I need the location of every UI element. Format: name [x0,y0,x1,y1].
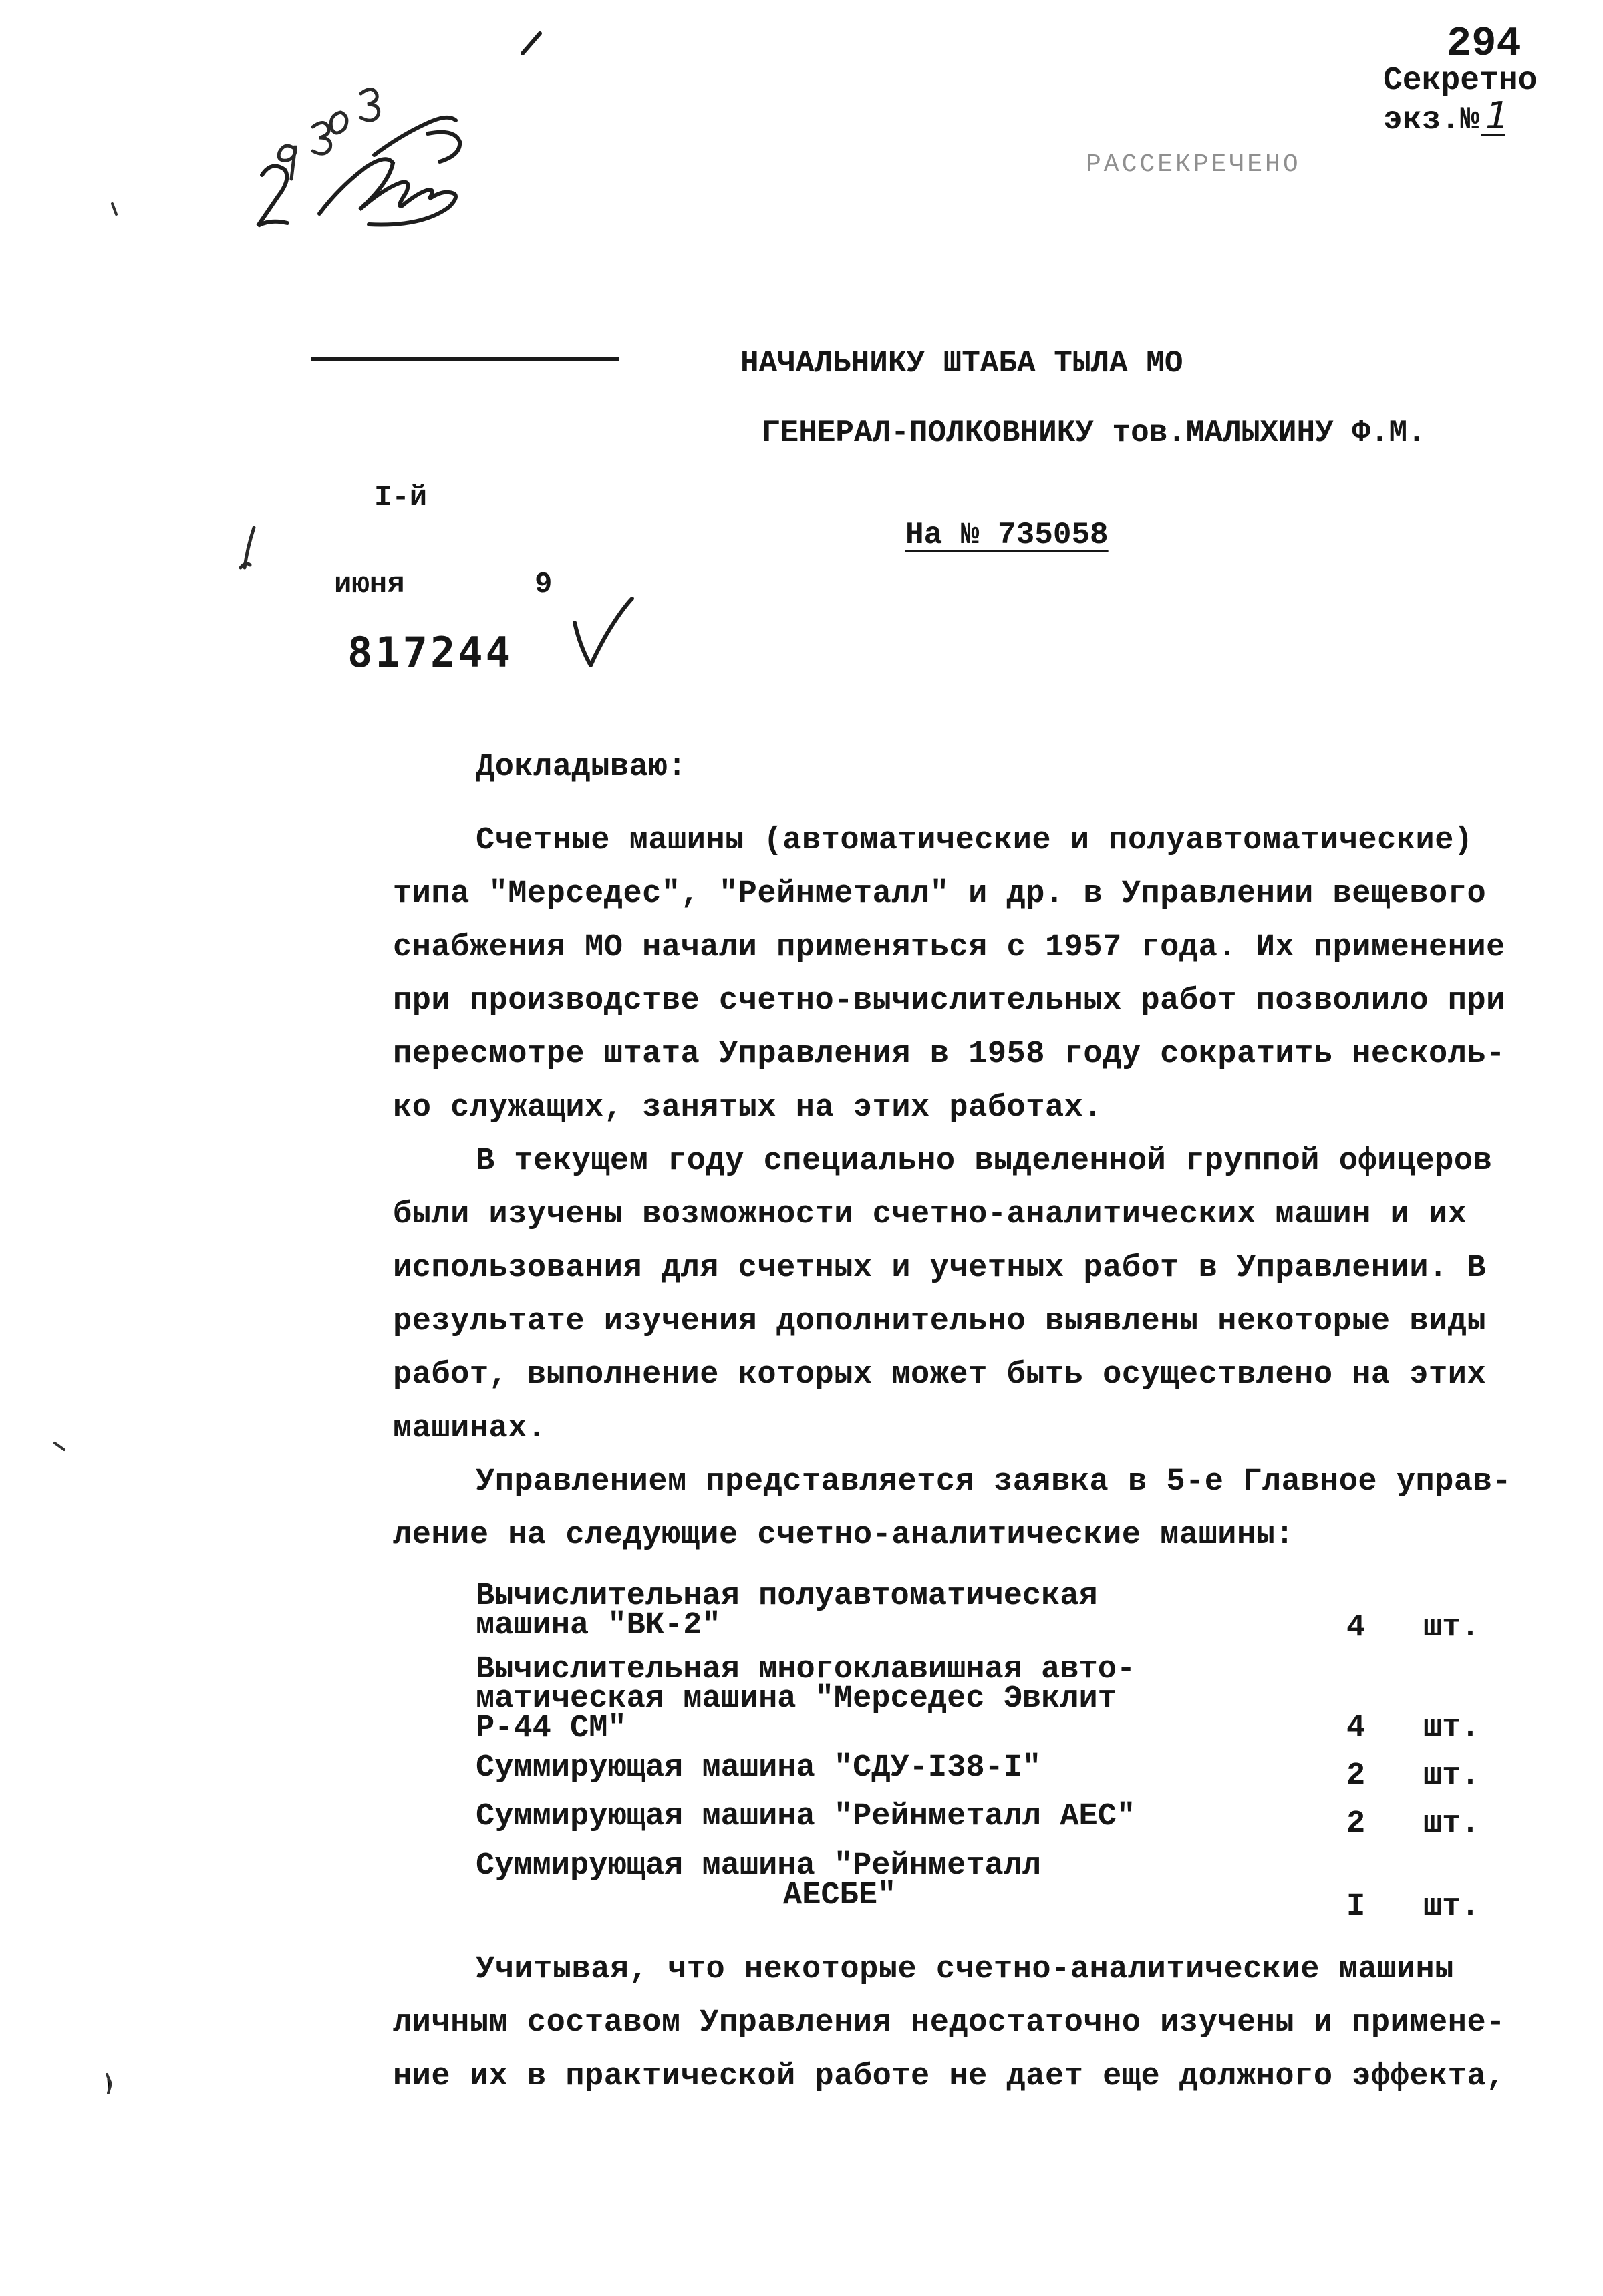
machine-unit: шт. [1423,1610,1480,1645]
machine-item-line: Вычислительная полуавтоматическая [476,1579,1098,1614]
machine-item-1 [476,1579,1098,1643]
handwritten-reg-number [279,89,378,179]
machine-item-line: Суммирующая машина "СДУ-I38-I" [476,1750,1042,1786]
copy-label: экз.№ [1383,102,1480,138]
copy-row [1383,94,1514,138]
machine-item-3 [476,1750,1042,1786]
machine-unit: шт. [1423,1889,1480,1925]
machine-item-line: Вычислительная многоклавишная авто- [476,1652,1136,1687]
paragraph1-line: снабжения МО начали применяться с 1957 года. Их применение [393,930,1505,965]
date-day: I-й [374,481,428,514]
copy-number: 1 [1480,94,1514,138]
reference-number: На № 735058 [905,518,1109,552]
paragraph1-line: при производстве счетно-вычислительных работ позволило при [393,983,1505,1019]
machine-item-line: АЕСБЕ" [783,1878,897,1913]
paragraph2-line: В текущем году специально выделенной группой офицеров [476,1144,1493,1179]
machine-item-line: Суммирующая машина "Рейнметалл АЕС" [476,1799,1136,1834]
machine-qty: 2 [1346,1806,1366,1842]
machine-item-4 [476,1799,1136,1834]
paragraph1-line: Счетные машины (автоматические и полуавтоматические) [476,823,1473,858]
paragraph4-line: Учитывая, что некоторые счетно-аналитические машины [476,1952,1454,1987]
machine-unit: шт. [1423,1710,1480,1746]
machine-item-line: Суммирующая машина "Рейнметалл [476,1848,1042,1884]
machine-item-5 [476,1848,1042,1913]
machine-item-line: матическая машина "Мерседес Эвклит [476,1681,1117,1717]
paragraph1-line: пересмотре штата Управления в 1958 году сократить несколь- [393,1037,1505,1072]
date-year: 9 [535,568,553,601]
addressee-line-2: ГЕНЕРАЛ-ПОЛКОВНИКУ тов.МАЛЫХИНУ Ф.М. [762,416,1426,450]
handwritten-signature [258,33,540,226]
paragraph2-line: использования для счетных и учетных работ в Управлении. В [393,1251,1487,1286]
machine-qty: 4 [1346,1710,1366,1746]
greeting: Докладываю: [476,750,687,785]
date-month: июня [334,568,405,601]
addressee-line-1: НАЧАЛЬНИКУ ШТАБА ТЫЛА МО [740,346,1183,381]
header-rule [311,357,619,361]
paragraph1-line: ко служащих, занятых на этих работах. [393,1090,1103,1126]
machine-item-line: машина "ВК-2" [476,1608,721,1643]
paragraph3-line: ление на следующие счетно-аналитические машины: [393,1518,1295,1553]
paragraph2-line: работ, выполнение которых может быть осуществлено на этих [393,1357,1487,1393]
machine-unit: шт. [1423,1758,1480,1794]
paragraph2-line: результате изучения дополнительно выявлены некоторые виды [393,1304,1487,1339]
paragraph4-line: личным составом Управления недостаточно изучены и примене- [393,2005,1505,2041]
handwritten-check-mark [575,599,632,665]
date-month-year [334,568,561,601]
page-number: 294 [1447,20,1521,67]
machine-item-line: Р-44 СМ" [476,1711,627,1746]
paragraph1-line: типа "Мерседес", "Рейнметалл" и др. в Управлении вещевого [393,876,1487,912]
machine-qty: I [1346,1889,1366,1925]
machine-item-2 [476,1652,1136,1746]
paragraph2-line: были изучены возможности счетно-аналитических машин и их [393,1197,1467,1233]
paragraph2-line: машинах. [393,1411,547,1446]
machine-qty: 4 [1346,1610,1366,1645]
machine-qty: 2 [1346,1758,1366,1794]
outgoing-number: 817244 [347,628,513,677]
paragraph3-line: Управлением представляется заявка в 5-е Главное управ- [476,1464,1512,1500]
scan-specks [55,204,116,2093]
classification-label: Секретно [1383,63,1538,99]
machine-unit: шт. [1423,1806,1480,1842]
handwritten-margin-mark [241,528,254,568]
declassified-stamp: РАССЕКРЕЧЕНО [1086,150,1301,179]
paragraph4-line: ние их в практической работе не дает еще должного эффекта, [393,2059,1505,2094]
